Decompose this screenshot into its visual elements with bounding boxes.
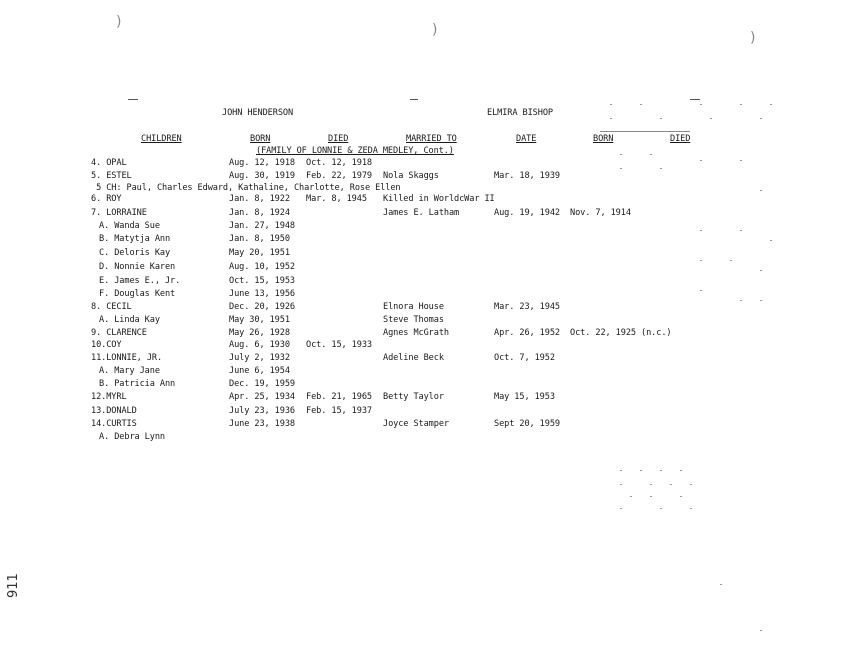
grandchild-born: June 6, 1954 xyxy=(229,366,290,376)
marriage-date: Sept 20, 1959 xyxy=(494,419,560,429)
spouse-name: Agnes McGrath xyxy=(383,328,449,338)
scan-mark xyxy=(410,99,418,100)
grandchild-born: June 13, 1956 xyxy=(229,289,295,299)
child-name: 11.LONNIE, JR. xyxy=(91,353,163,363)
spouse-born: Nov. 7, 1914 xyxy=(570,208,631,218)
child-born: Aug. 12, 1918 xyxy=(229,158,295,168)
child-died: Oct. 15, 1933 xyxy=(306,340,372,350)
child-born: June 23, 1938 xyxy=(229,419,295,429)
marriage-date: Oct. 7, 1952 xyxy=(494,353,555,363)
child-name: 8. CECIL xyxy=(91,302,132,312)
marriage-date: Apr. 26, 1952 xyxy=(494,328,560,338)
child-born: Jan. 8, 1922 xyxy=(229,194,290,204)
wife-name: ELMIRA BISHOP xyxy=(487,108,553,118)
child-name: 10.COY xyxy=(91,340,122,350)
grandchild-born: May 20, 1951 xyxy=(229,248,290,258)
grandchild-born: Jan. 8, 1950 xyxy=(229,234,290,244)
child-name: 9. CLARENCE xyxy=(91,328,147,338)
column-header-died: DIED xyxy=(328,134,349,144)
grandchild-name: D. Nonnie Karen xyxy=(99,262,176,272)
child-born: Apr. 25, 1934 xyxy=(229,392,295,402)
grandchild-born: Dec. 19, 1959 xyxy=(229,379,295,389)
grandchild-name: F. Douglas Kent xyxy=(99,289,176,299)
child-died: Feb. 21, 1965 xyxy=(306,392,372,402)
child-name: 6. ROY xyxy=(91,194,122,204)
grandchild-name: B. Patricia Ann xyxy=(99,379,176,389)
grandchild-born: Jan. 27, 1948 xyxy=(229,221,295,231)
scan-mark: ) xyxy=(432,22,438,38)
grandchild-name: A. Mary Jane xyxy=(99,366,160,376)
grandchild-name: A. Linda Kay xyxy=(99,315,160,325)
spouse-name: Elnora House xyxy=(383,302,444,312)
column-header-children: CHILDREN xyxy=(141,134,182,144)
child-born: May 26, 1928 xyxy=(229,328,290,338)
marriage-date: May 15, 1953 xyxy=(494,392,555,402)
scan-mark xyxy=(128,99,138,100)
child-name: 12.MYRL xyxy=(91,392,127,402)
grandchild-name: E. James E., Jr. xyxy=(99,276,181,286)
handwritten-page-number: 911 xyxy=(6,573,21,598)
child-born: July 23, 1936 xyxy=(229,406,295,416)
marriage-date: Aug. 19, 1942 xyxy=(494,208,560,218)
children-note: 5 CH: Paul, Charles Edward, Kathaline, Charlotte, Rose Ellen xyxy=(91,183,401,193)
child-born: Aug. 30, 1919 xyxy=(229,171,295,181)
grandchild-born: Aug. 10, 1952 xyxy=(229,262,295,272)
spouse-name: Joyce Stamper xyxy=(383,419,449,429)
grandchild-name: C. Deloris Kay xyxy=(99,248,171,258)
child-name: 7. LORRAINE xyxy=(91,208,147,218)
grandchild-name: A. Wanda Sue xyxy=(99,221,160,231)
marriage-date: Mar. 23, 1945 xyxy=(494,302,560,312)
grandchild-name: B. Matytja Ann xyxy=(99,234,171,244)
grandchild-name: A. Debra Lynn xyxy=(99,432,165,442)
column-header-married-to: MARRIED TO xyxy=(406,134,457,144)
husband-name: JOHN HENDERSON xyxy=(222,108,294,118)
child-died: Feb. 15, 1937 xyxy=(306,406,372,416)
child-name: 5. ESTEL xyxy=(91,171,132,181)
spouse-born: Oct. 22, 1925 (n.c.) xyxy=(570,328,672,338)
spouse-name: Steve Thomas xyxy=(383,315,444,325)
child-name: 13.DONALD xyxy=(91,406,137,416)
column-header-spouse-died: DIED xyxy=(670,134,691,144)
column-header-date: DATE xyxy=(516,134,537,144)
scan-mark: ) xyxy=(750,30,756,46)
grandchild-born: May 30, 1951 xyxy=(229,315,290,325)
scan-mark: ) xyxy=(116,14,122,30)
child-name: 4. OPAL xyxy=(91,158,127,168)
scan-mark xyxy=(690,99,700,100)
grandchild-born: Oct. 15, 1953 xyxy=(229,276,295,286)
child-died: Oct. 12, 1918 xyxy=(306,158,372,168)
column-header-spouse-born: BORN xyxy=(593,134,614,144)
page-subtitle: (FAMILY OF LONNIE & ZEDA MEDLEY, Cont.) xyxy=(256,146,454,156)
child-died: Feb. 22, 1979 xyxy=(306,171,372,181)
column-header-born: BORN xyxy=(250,134,271,144)
child-born: July 2, 1932 xyxy=(229,353,290,363)
child-born: Aug. 6, 1930 xyxy=(229,340,290,350)
child-died: Mar. 8, 1945 xyxy=(306,194,367,204)
spouse-name: James E. Latham xyxy=(383,208,460,218)
scan-mark xyxy=(600,131,690,132)
spouse-name: Betty Taylor xyxy=(383,392,444,402)
marriage-date: Mar. 18, 1939 xyxy=(494,171,560,181)
child-born: Dec. 20, 1926 xyxy=(229,302,295,312)
child-note: Killed in WorldcWar II xyxy=(383,194,495,204)
spouse-name: Adeline Beck xyxy=(383,353,444,363)
spouse-name: Nola Skaggs xyxy=(383,171,439,181)
child-born: Jan. 8, 1924 xyxy=(229,208,290,218)
child-name: 14.CURTIS xyxy=(91,419,137,429)
